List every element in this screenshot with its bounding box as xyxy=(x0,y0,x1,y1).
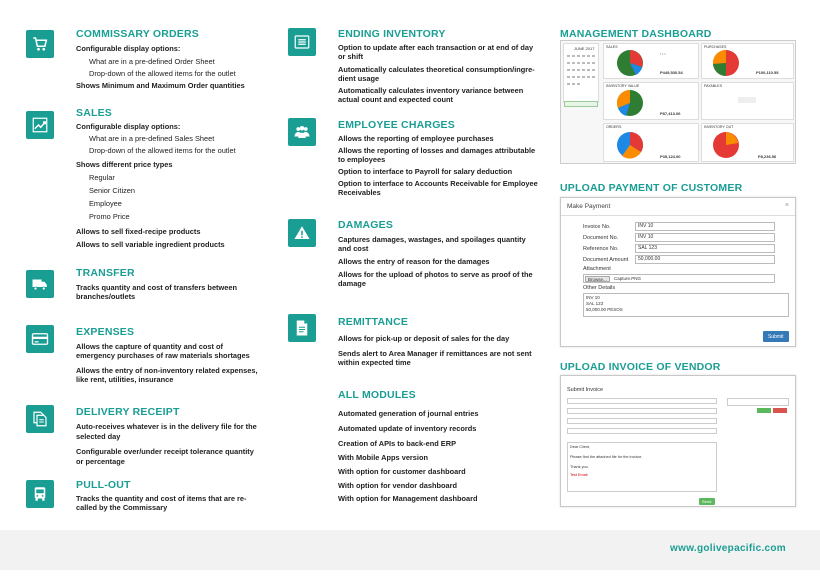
orders-pie-chart xyxy=(612,130,652,160)
invoice-form-title: Submit Invoice xyxy=(567,387,604,393)
calendar-widget xyxy=(563,43,599,103)
section-title-commissary: COMMISSARY ORDERS xyxy=(76,28,199,40)
calendar-grid xyxy=(565,53,599,101)
sales-price-senior: Senior Citizen xyxy=(89,186,136,195)
payables-placeholder xyxy=(738,97,756,103)
invoice-add-button[interactable] xyxy=(757,408,771,413)
chart-up-icon xyxy=(26,111,54,139)
footer-bar xyxy=(0,530,820,570)
truck-icon xyxy=(26,270,54,298)
dash-card-label: INVENTORY OUT xyxy=(704,125,734,129)
dash-card-sales xyxy=(603,43,699,79)
payment-form-title: Make Payment xyxy=(567,203,611,210)
reference-no-label: Reference No. xyxy=(583,246,619,252)
sales-pie-chart xyxy=(612,48,652,78)
dash-card-amount: P100,110.55 xyxy=(756,70,779,75)
ending-line-6: actual count and expected count xyxy=(338,95,453,104)
delivery-line-4: or percentage xyxy=(76,457,125,466)
dash-card-inventory-out xyxy=(701,123,794,162)
section-title-damages: DAMAGES xyxy=(338,219,394,231)
expenses-line-1: Allows the capture of quantity and cost of xyxy=(76,342,224,351)
sales-line-10: Allows to sell variable ingredient products xyxy=(76,240,225,249)
dash-card-payables xyxy=(701,82,794,120)
invoice-bcc-field[interactable] xyxy=(567,418,717,424)
ending-line-3: Automatically calculates theoretical consumption/ingre- xyxy=(338,65,535,74)
dash-card-amount: P87,413.06 xyxy=(660,111,681,116)
dashboard-screenshot xyxy=(560,40,796,164)
other-details-label: Other Details xyxy=(583,285,616,291)
remittance-line-2: Sends alert to Area Manager if remittances are not sent xyxy=(338,349,532,358)
sales-price-regular: Regular xyxy=(89,173,115,182)
damages-line-1: Captures damages, wastages, and spoilages quantity xyxy=(338,235,526,244)
modules-line-3: Creation of APIs to back-end ERP xyxy=(338,439,456,448)
sales-line-4: Shows different price types xyxy=(76,160,173,169)
payment-form-header xyxy=(561,198,795,216)
invoice-message-box[interactable] xyxy=(567,442,717,492)
modules-line-1: Automated generation of journal entries xyxy=(338,409,479,418)
ending-line-1: Option to update after each transaction or at end of day xyxy=(338,43,534,52)
reference-no-field[interactable]: SAL 123 xyxy=(635,244,775,253)
delivery-line-3: Configurable over/under receipt tolerance quantity xyxy=(76,447,254,456)
modules-line-7: With option for Management dashboard xyxy=(338,494,478,503)
section-title-modules: ALL MODULES xyxy=(338,389,416,401)
inventory-out-pie-chart xyxy=(708,130,748,160)
dash-card-amount: P35,124.00 xyxy=(660,154,681,159)
document-amount-label: Document Amount xyxy=(583,257,629,263)
ending-line-4: dient usage xyxy=(338,74,380,83)
dash-card-label: SALES xyxy=(606,45,618,49)
attachment-file-name: Capture.PNG xyxy=(614,276,642,281)
payment-form-screenshot xyxy=(560,197,796,347)
dash-card-label: INVENTORY VALUE xyxy=(606,84,640,88)
dash-card-label: PAYABLES xyxy=(704,84,722,88)
document-no-field[interactable]: INV 10 xyxy=(635,233,775,242)
invoice-send-label: Send xyxy=(702,499,712,504)
dash-card-orders xyxy=(603,123,699,162)
other-details-line: 50,000.00 PESOS xyxy=(586,307,623,312)
sales-price-promo: Promo Price xyxy=(89,212,130,221)
invoice-subject-field[interactable] xyxy=(567,428,717,434)
file-icon xyxy=(288,314,316,342)
ending-line-5: Automatically calculates inventory variance between xyxy=(338,86,524,95)
damages-line-2: and cost xyxy=(338,244,369,253)
payment-title: UPLOAD PAYMENT OF CUSTOMER xyxy=(560,182,743,194)
document-amount-field[interactable]: 50,000.00 xyxy=(635,255,775,264)
invoice-title: UPLOAD INVOICE OF VENDOR xyxy=(560,361,721,373)
invoice-attachment-field[interactable] xyxy=(727,398,789,406)
warning-icon xyxy=(288,219,316,247)
other-details-line: INV 10 xyxy=(586,295,600,300)
commissary-line-2: What are in a pre-defined Order Sheet xyxy=(89,57,215,66)
dash-card-label: PURCHASES xyxy=(704,45,727,49)
commissary-line-3: Drop-down of the allowed items for the outlet xyxy=(89,69,236,78)
browse-button[interactable]: Browse... xyxy=(585,276,610,282)
modules-line-2: Automated update of inventory records xyxy=(338,424,477,433)
expenses-line-3: Allows the entry of non-inventory related expenses, xyxy=(76,366,258,375)
sales-line-3: Drop-down of the allowed items for the outlet xyxy=(89,146,236,155)
pullout-line-1: Tracks the quantity and cost of items that are re- xyxy=(76,494,247,503)
people-icon xyxy=(288,118,316,146)
employee-line-4: Option to interface to Payroll for salary deduction xyxy=(338,167,513,176)
section-title-ending: ENDING INVENTORY xyxy=(338,28,446,40)
remittance-line-1: Allows for pick-up or deposit of sales for the day xyxy=(338,334,510,343)
card-icon xyxy=(26,325,54,353)
employee-line-6: Receivables xyxy=(338,188,381,197)
attachment-field xyxy=(583,274,775,283)
modules-line-4: With Mobile Apps version xyxy=(338,453,428,462)
dash-card-label: ORDERS xyxy=(606,125,622,129)
employee-line-1: Allows the reporting of employee purchases xyxy=(338,134,494,143)
employee-line-2: Allows the reporting of losses and damages attributable xyxy=(338,146,536,155)
remittance-line-3: within expected time xyxy=(338,358,411,367)
modules-line-5: With option for customer dashboard xyxy=(338,467,466,476)
employee-line-3: to employees xyxy=(338,155,386,164)
pullout-line-2: called by the Commissary xyxy=(76,503,168,512)
submit-payment-label: Submit xyxy=(768,334,784,340)
commissary-line-1: Configurable display options: xyxy=(76,44,181,53)
invoice-to-field[interactable] xyxy=(567,398,717,404)
expenses-line-4: like rent, utilities, insurance xyxy=(76,375,174,384)
dash-card-amount: P8,236.56 xyxy=(758,154,777,159)
section-title-sales: SALES xyxy=(76,107,113,119)
commissary-line-4: Shows Minimum and Maximum Order quantities xyxy=(76,81,245,90)
section-title-delivery: DELIVERY RECEIPT xyxy=(76,406,180,418)
sales-price-employee: Employee xyxy=(89,199,122,208)
purchases-pie-chart xyxy=(708,48,748,78)
damages-line-3: Allows the entry of reason for the damages xyxy=(338,257,490,266)
dash-card-amount: P449,530.54 xyxy=(660,70,683,75)
invoice-no-field[interactable]: INV 10 xyxy=(635,222,775,231)
legend-text: ▪ ▪ ▪ xyxy=(660,52,666,56)
invoice-form-screenshot xyxy=(560,375,796,507)
invoice-send-button[interactable] xyxy=(699,498,715,505)
delivery-line-2: selected day xyxy=(76,432,121,441)
calendar-month: JUNE 2017 xyxy=(574,46,595,51)
dash-card-inventory-value xyxy=(603,82,699,120)
footer-url[interactable]: www.golivepacific.com xyxy=(670,543,786,554)
other-details-line: SAL 123 xyxy=(586,301,604,306)
dashboard-title: MANAGEMENT DASHBOARD xyxy=(560,28,712,40)
inventory-pie-chart xyxy=(612,88,652,118)
damages-line-4: Allows for the upload of photos to serve as proof of the xyxy=(338,270,533,279)
documents-icon xyxy=(26,405,54,433)
section-title-remittance: REMITTANCE xyxy=(338,316,409,328)
message-line: Test Email xyxy=(570,473,588,477)
damages-line-5: damage xyxy=(338,279,366,288)
section-title-transfer: TRANSFER xyxy=(76,267,135,279)
transfer-line-1: Tracks quantity and cost of transfers between xyxy=(76,283,237,292)
cart-icon xyxy=(26,30,54,58)
sales-line-9: Allows to sell fixed-recipe products xyxy=(76,227,201,236)
sales-line-1: Configurable display options: xyxy=(76,122,181,131)
modules-line-6: With option for vendor dashboard xyxy=(338,481,457,490)
message-line: Thank you. xyxy=(570,465,589,469)
message-line: Dear Client, xyxy=(570,445,591,449)
section-title-pullout: PULL-OUT xyxy=(76,479,131,491)
transfer-line-2: branches/outlets xyxy=(76,292,136,301)
invoice-remove-button[interactable] xyxy=(773,408,787,413)
expenses-line-2: emergency purchases of raw materials shortages xyxy=(76,351,250,360)
document-no-label: Document No. xyxy=(583,235,619,241)
list-icon xyxy=(288,28,316,56)
delivery-line-1: Auto-receives whatever is in the delivery file for the xyxy=(76,422,257,431)
invoice-cc-field[interactable] xyxy=(567,408,717,414)
dash-card-purchases xyxy=(701,43,794,79)
other-details-textarea[interactable] xyxy=(583,293,789,317)
bus-icon xyxy=(26,480,54,508)
section-title-employee: EMPLOYEE CHARGES xyxy=(338,119,455,131)
employee-line-5: Option to interface to Accounts Receivable for Employee xyxy=(338,179,538,188)
section-title-expenses: EXPENSES xyxy=(76,326,135,338)
dashboard-filter-button[interactable] xyxy=(564,101,598,107)
invoice-no-label: Invoice No. xyxy=(583,224,611,230)
attachment-label: Attachment xyxy=(583,266,611,272)
ending-line-2: or shift xyxy=(338,52,364,61)
sales-line-2: What are in a pre-defined Sales Sheet xyxy=(89,134,215,143)
close-icon[interactable]: × xyxy=(784,202,789,209)
message-line: Please find the attached file for the invoice. xyxy=(570,455,643,459)
submit-payment-button[interactable] xyxy=(763,331,789,342)
